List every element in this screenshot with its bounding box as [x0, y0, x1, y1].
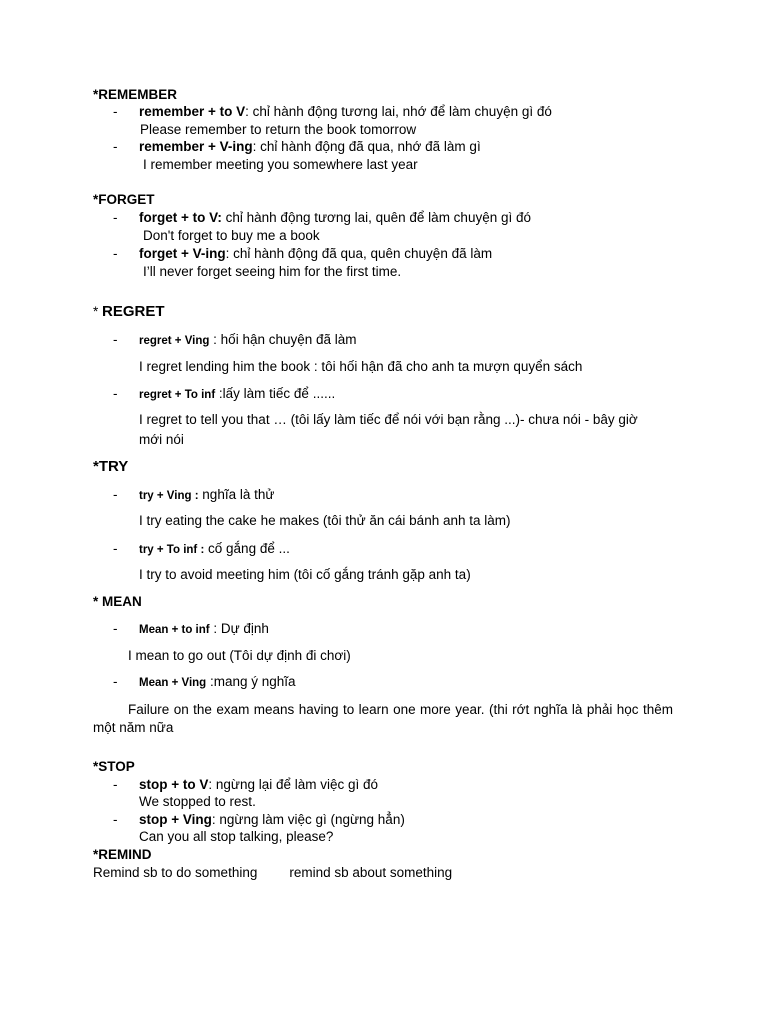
stop-rule-1-meaning: : ngừng lại để làm việc gì đó — [208, 777, 379, 792]
remember-rule-1-meaning: : chỉ hành động tương lai, nhớ để làm chuyện gì đó — [245, 104, 552, 119]
regret-heading-text: REGRET — [102, 303, 165, 320]
forget-example-2: I’ll never forget seeing him for the first time. — [143, 264, 402, 279]
try-dash-1: - — [113, 487, 118, 502]
regret-heading — [93, 303, 165, 321]
try-example-1: I try eating the cake he makes (tôi thử ăn cái bánh anh ta làm) — [139, 513, 511, 528]
remember-dash-1: - — [113, 104, 118, 119]
mean-dash-1: - — [113, 621, 118, 636]
mean-rule-1 — [139, 620, 269, 639]
try-rule-1 — [139, 486, 274, 505]
try-example-2: I try to avoid meeting him (tôi cố gắng tránh gặp anh ta) — [139, 567, 471, 582]
forget-rule-1-pattern: forget + to V: — [139, 210, 222, 225]
forget-heading: *FORGET — [93, 192, 155, 207]
try-rule-2-pattern: try + To inf : — [139, 544, 205, 556]
regret-dash-1: - — [113, 332, 118, 347]
regret-rule-2-pattern: regret + To inf — [139, 389, 216, 401]
remember-rule-2-meaning: : chỉ hành động đã qua, nhớ đã làm gì — [252, 139, 481, 154]
stop-rule-2-pattern: stop + Ving — [139, 812, 212, 827]
remember-example-1: Please remember to return the book tomorrow — [140, 122, 417, 137]
stop-example-1: We stopped to rest. — [139, 794, 256, 809]
regret-heading-star: * — [93, 304, 103, 319]
mean-dash-2: - — [113, 674, 118, 689]
try-rule-2 — [139, 540, 290, 559]
remind-pattern-2: remind sb about something — [289, 865, 453, 880]
stop-rule-1-pattern: stop + to V — [139, 777, 209, 792]
forget-rule-1-meaning: chỉ hành động tương lai, quên để làm chuyện gì đó — [221, 210, 531, 225]
stop-example-2: Can you all stop talking, please? — [139, 829, 334, 844]
regret-dash-2: - — [113, 386, 118, 401]
stop-rule-2 — [139, 811, 405, 829]
regret-rule-2-meaning: :lấy làm tiếc để ...... — [215, 386, 336, 401]
remember-dash-2: - — [113, 139, 118, 154]
remind-pattern-1: Remind sb to do something — [93, 865, 258, 880]
remember-rule-2 — [139, 138, 481, 156]
remember-heading: *REMEMBER — [93, 87, 178, 102]
forget-rule-2-pattern: forget + V-ing — [139, 246, 226, 261]
stop-heading: *STOP — [93, 759, 135, 774]
mean-rule-2-meaning: :mang ý nghĩa — [206, 674, 296, 689]
regret-example-2-line1: I regret to tell you that … (tôi lấy làm tiếc để nói với bạn rằng ...)- chưa nói - bây giờ — [139, 412, 638, 427]
mean-rule-1-pattern: Mean + to inf — [139, 624, 210, 636]
try-dash-2: - — [113, 541, 118, 556]
forget-dash-2: - — [113, 246, 118, 261]
remember-rule-2-pattern: remember + V-ing — [139, 139, 253, 154]
forget-dash-1: - — [113, 210, 118, 225]
mean-rule-2-pattern: Mean + Ving — [139, 677, 207, 689]
mean-example-2: Failure on the exam means having to learn one more year. (thi rớt nghĩa là phải học thêm một năm nữa — [93, 702, 673, 735]
stop-rule-2-meaning: : ngừng làm việc gì (ngừng hẳn) — [211, 812, 405, 827]
remind-line — [93, 864, 452, 882]
forget-rule-1 — [139, 209, 531, 227]
regret-rule-1-pattern: regret + Ving — [139, 335, 210, 347]
remember-rule-1 — [139, 103, 552, 121]
stop-dash-2: - — [113, 812, 118, 827]
remember-example-2: I remember meeting you somewhere last year — [143, 157, 418, 172]
forget-rule-2 — [139, 245, 492, 263]
mean-rule-1-meaning: : Dự định — [209, 621, 269, 636]
mean-rule-2 — [139, 673, 296, 692]
regret-example-1: I regret lending him the book : tôi hối hận đã cho anh ta mượn quyển sách — [139, 359, 583, 374]
forget-rule-2-meaning: : chỉ hành động đã qua, quên chuyện đã làm — [225, 246, 493, 261]
stop-dash-1: - — [113, 777, 118, 792]
stop-rule-1 — [139, 776, 378, 794]
regret-rule-1 — [139, 331, 357, 350]
regret-rule-2 — [139, 385, 335, 404]
try-rule-1-meaning: nghĩa là thử — [198, 487, 275, 502]
mean-heading: * MEAN — [93, 594, 142, 609]
remember-rule-1-pattern: remember + to V — [139, 104, 246, 119]
forget-example-1: Don't forget to buy me a book — [143, 228, 320, 243]
try-rule-2-meaning: cố gắng để ... — [204, 541, 290, 556]
mean-example-1: I mean to go out (Tôi dự định đi chơi) — [128, 648, 351, 663]
remind-heading: *REMIND — [93, 847, 152, 862]
try-heading: *TRY — [93, 458, 129, 475]
try-rule-1-pattern: try + Ving : — [139, 490, 199, 502]
regret-example-2-line2: mới nói — [139, 432, 184, 447]
regret-rule-1-meaning: : hối hận chuyện đã làm — [209, 332, 357, 347]
